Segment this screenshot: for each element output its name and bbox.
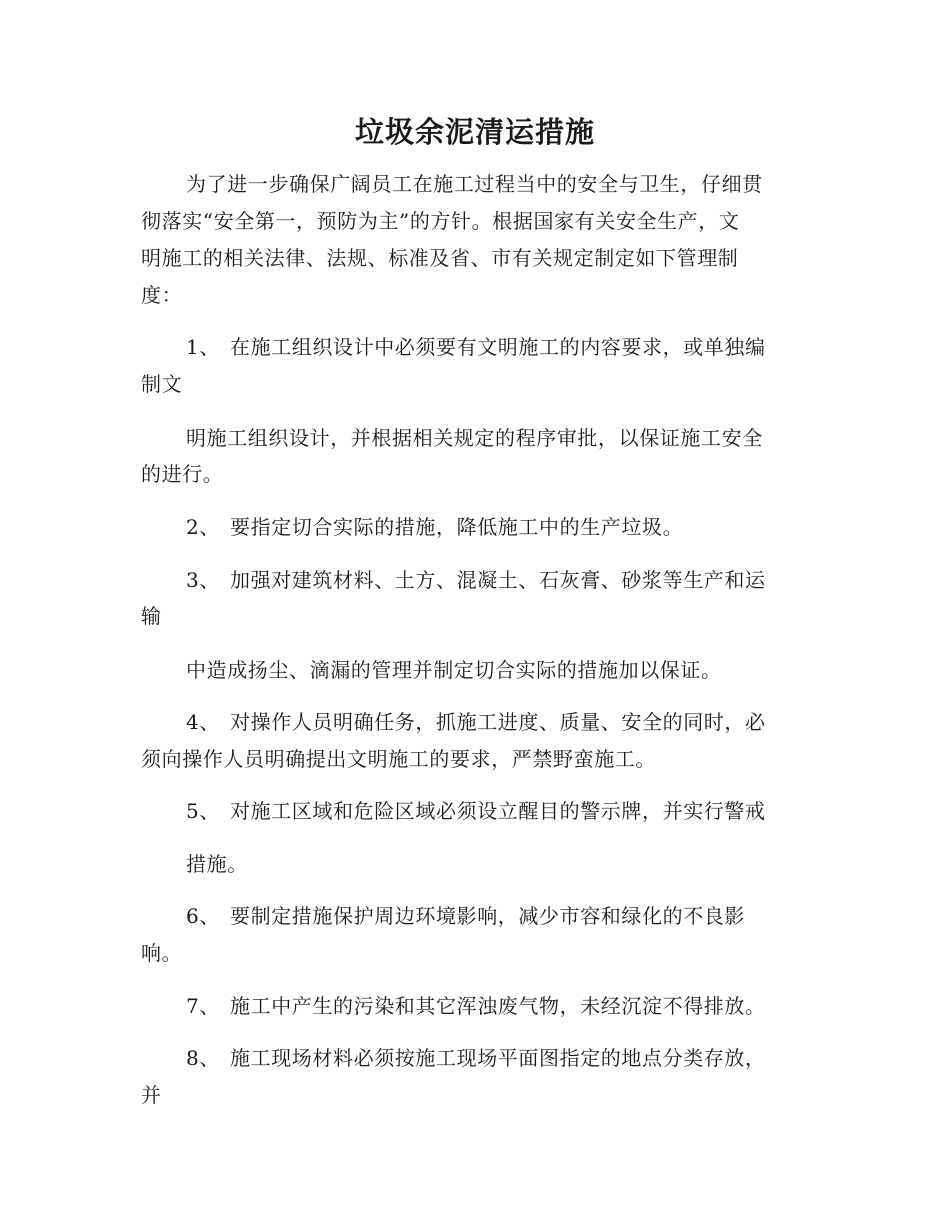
list-item-6 [186,902,745,930]
document-title: 垃圾余泥清运措施 [354,115,595,149]
item-number: 1、 [186,335,220,359]
intro-line-3: 明施工的相关法律、法规、标准及省、市有关规定制定如下管理制 [141,246,739,270]
list-item-1-cont: 的进行。 [141,462,224,486]
list-item-4 [186,708,766,736]
list-item-5 [186,797,766,825]
list-item-5-cont: 措施。 [186,852,248,876]
item-number: 8、 [186,1046,220,1070]
item-number: 7、 [186,994,220,1018]
item-number: 2、 [186,515,220,539]
item-text: 在施工组织设计中必须要有文明施工的内容要求，或单独编 [230,335,766,359]
item-number: 5、 [186,799,220,823]
item-text: 施工中产生的污染和其它浑浊废气物，未经沉淀不得排放。 [230,994,766,1018]
item-text: 对操作人员明确任务，抓施工进度、质量、安全的同时，必 [230,710,766,734]
list-item-4-cont: 须向操作人员明确提出文明施工的要求，严禁野蛮施工。 [141,747,656,771]
intro-line-2: 彻落实“安全第一，预防为主”的方针。根据国家有关安全生产，文 [141,209,740,233]
list-item-3-cont: 输 [141,604,162,628]
list-item-6-cont: 响。 [141,941,183,965]
list-item-7 [186,992,766,1020]
list-item-2 [186,513,683,541]
list-item-1-cont: 制文 [141,372,183,396]
list-item-1-cont: 明施工组织设计，并根据相关规定的程序审批，以保证施工安全 [186,426,763,450]
item-text: 要指定切合实际的措施，降低施工中的生产垃圾。 [230,515,684,539]
intro-line-4: 度： [141,283,183,307]
list-item-8-cont: 并 [141,1083,162,1107]
list-item-1 [186,333,766,361]
intro-line-1: 为了进一步确保广阔员工在施工过程当中的安全与卫生，仔细贯 [186,172,763,196]
item-number: 6、 [186,904,220,928]
item-number: 3、 [186,568,220,592]
item-text: 施工现场材料必须按施工现场平面图指定的地点分类存放， [230,1046,766,1070]
item-number: 4、 [186,710,220,734]
list-item-3-cont: 中造成扬尘、滴漏的管理并制定切合实际的措施加以保证。 [186,658,722,682]
item-text: 对施工区域和危险区域必须设立醒目的警示牌，并实行警戒 [230,799,766,823]
list-item-8 [186,1044,766,1072]
item-text: 加强对建筑材料、土方、混凝土、石灰膏、砂浆等生产和运 [230,568,766,592]
item-text: 要制定措施保护周边环境影响，减少市容和绿化的不良影 [230,904,745,928]
list-item-3 [186,566,766,594]
